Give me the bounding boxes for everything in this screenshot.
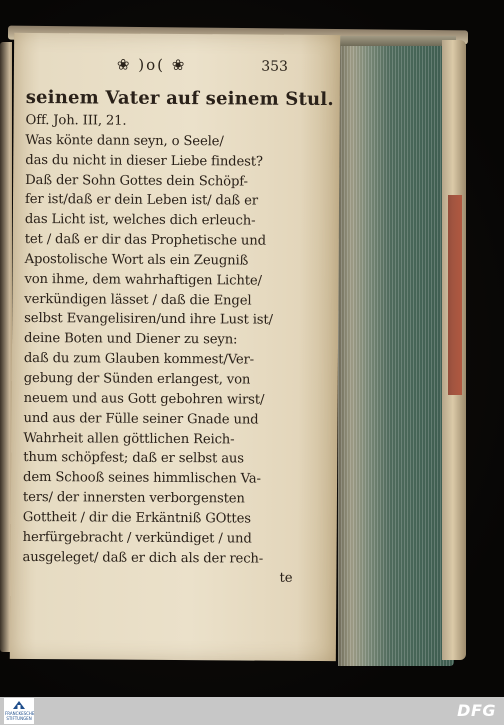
institution-logo-icon [12, 700, 26, 710]
text-line: thum schöpfest; daß er selbst aus [23, 450, 244, 467]
book-page [10, 33, 340, 661]
text-line: Apostolische Wort als ein Zeugniß [24, 251, 249, 269]
text-line: Was könte dann seyn, o Seele/ [25, 132, 224, 150]
text-line: und aus der Fülle seiner Gnade und [23, 410, 259, 428]
catchword: te [279, 571, 293, 587]
cover-red-stain [448, 195, 462, 395]
text-line: Wahrheit allen göttlichen Reich- [23, 430, 235, 447]
text-line: Off. Joh. III, 21. [25, 112, 127, 129]
text-line: seinem Vater auf seinem Stul. [25, 86, 334, 111]
text-line: ters/ der innersten verborgensten [22, 489, 245, 507]
text-line: das du nicht in dieser Liebe findest? [25, 152, 263, 170]
book-fore-edge [338, 36, 454, 666]
text-line: daß du zum Glauben kommest/Ver- [23, 351, 255, 368]
logo-text-line: FRANCKESCHE [5, 711, 35, 716]
text-line: ausgeleget/ daß er dich als der rech- [22, 549, 264, 567]
text-line: deine Boten und Diener zu seyn: [24, 331, 238, 348]
text-line: Daß der Sohn Gottes dein Schöpf- [25, 172, 248, 190]
dfg-logo: DFG [457, 701, 496, 720]
text-line: neuem und aus Gott gebohren wirst/ [23, 390, 265, 408]
text-line: verkündigen lässet / daß die Engel [24, 291, 252, 309]
fore-edge-top [336, 36, 456, 46]
text-line: dem Schooß seines himmlischen Va- [23, 470, 261, 487]
institution-logo-text [5, 712, 33, 721]
text-line: Gottheit / dir die Erkäntniß GOttes [22, 509, 251, 527]
viewer-footer [0, 697, 504, 725]
text-line: von ihme, dem wahrhaftigen Lichte/ [24, 271, 262, 289]
text-line: gebung der Sünden erlangest, von [23, 370, 251, 388]
page-number: 353 [261, 58, 289, 75]
page-header [14, 55, 340, 85]
text-line: das Licht ist, welches dich erleuch- [24, 212, 256, 229]
text-line: herfürgebracht / verkündiget / und [22, 529, 252, 547]
text-line: selbst Evangelisiren/und ihre Lust ist/ [24, 311, 273, 329]
text-line: tet / daß er dir das Prophetische und [24, 232, 266, 249]
institution-logo [4, 698, 34, 724]
text-line: fer ist/daß er dein Leben ist/ daß er [24, 192, 259, 209]
body-text [22, 85, 334, 589]
header-ornament: ❀ )o( ❀ [116, 55, 187, 75]
logo-text-line: STIFTUNGEN [6, 715, 32, 721]
